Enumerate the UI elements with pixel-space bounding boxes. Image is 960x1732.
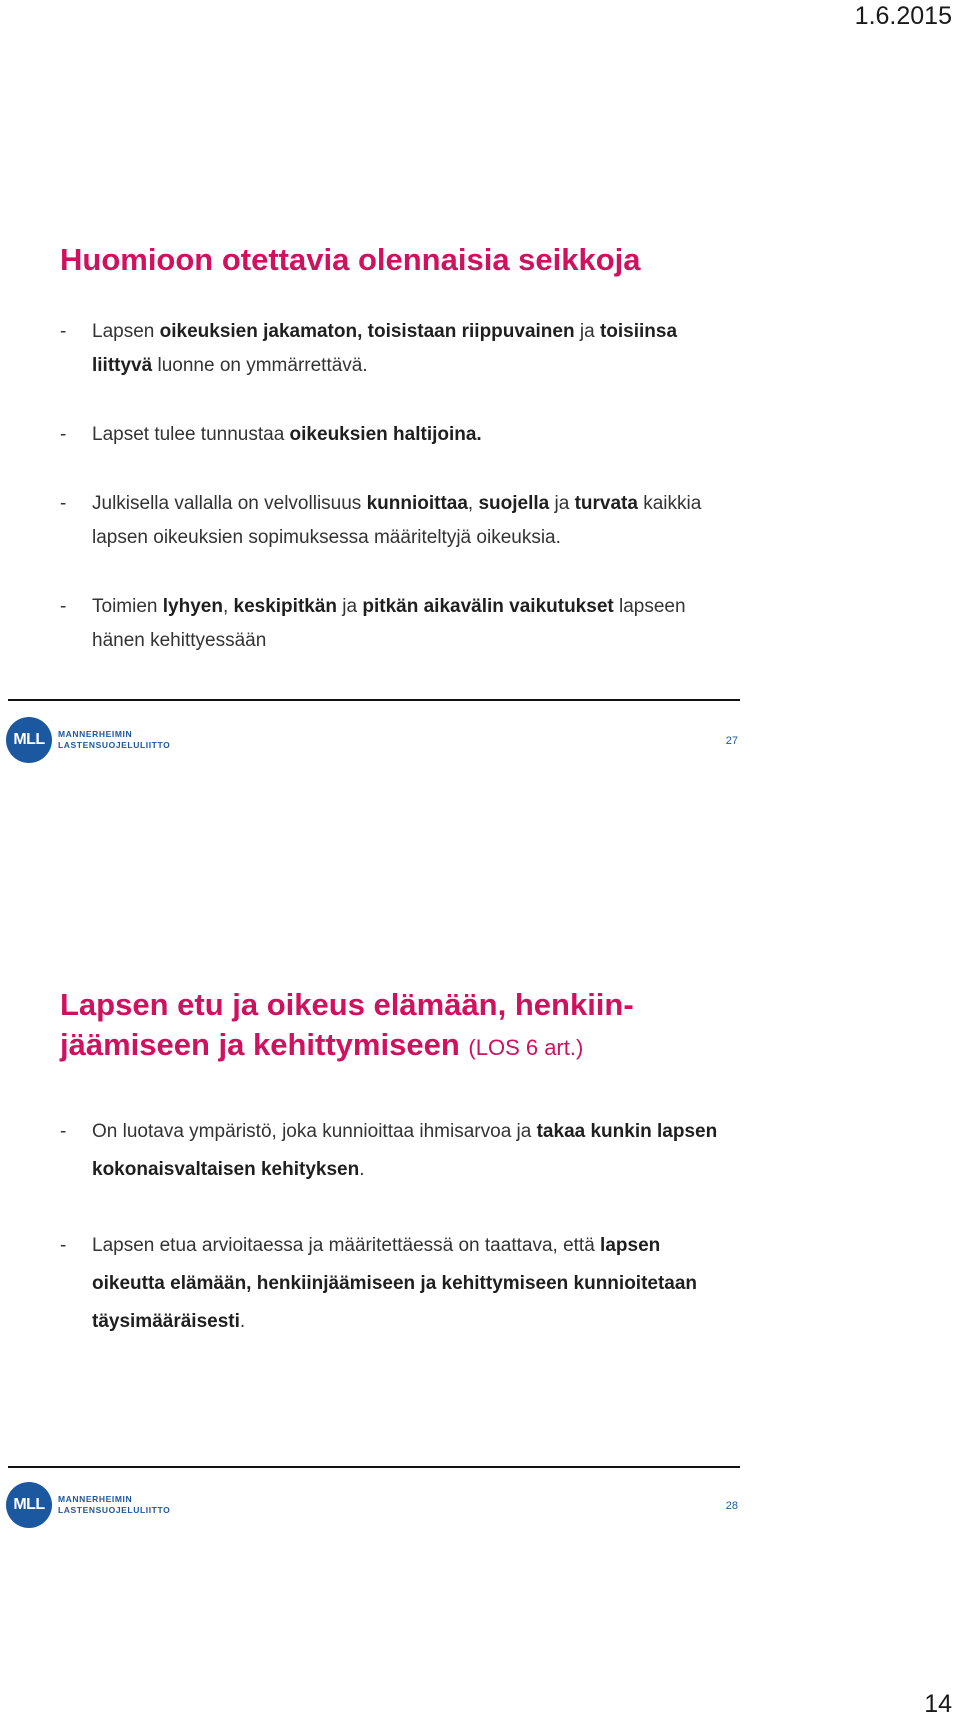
- bold-phrase: oikeuksien haltijoina.: [289, 424, 482, 445]
- logo-text-line2: LASTENSUOJELULIITTO: [58, 740, 171, 750]
- text-run: ja: [574, 321, 600, 342]
- bold-phrase: kunnioittaa: [366, 493, 468, 514]
- bold-phrase: lyhyen: [162, 596, 223, 617]
- text-run: ,: [222, 596, 234, 617]
- slide-title: Huomioon otettavia olennaisia seikkoja: [60, 242, 641, 277]
- text-run: luonne on ymmärrettävä.: [152, 355, 368, 376]
- bullet-text: [92, 596, 686, 651]
- slide-number: 27: [725, 735, 738, 747]
- bullet-text: [92, 1121, 717, 1180]
- text-run: Lapsen etua arvioitaessa ja määritettäessä on taattava, että: [92, 1235, 601, 1256]
- slide-title-text: Lapsen etu ja oikeus elämään, henkiin-jäämiseen ja kehittymiseen: [60, 987, 634, 1062]
- bullet-text: [92, 1235, 697, 1332]
- text-run: Toimien: [92, 596, 163, 617]
- bullet-list: [60, 1113, 720, 1379]
- bullet-text: [92, 321, 677, 376]
- bold-phrase: keskipitkän: [233, 596, 338, 617]
- mll-logo-mark: MLL: [6, 1482, 52, 1528]
- text-run: ,: [467, 493, 479, 514]
- bullet-item: [60, 590, 720, 658]
- text-run: Julkisella vallalla on velvollisuus: [92, 493, 367, 514]
- text-run: On luotava ympäristö, joka kunnioittaa ihmisarvoa ja: [92, 1121, 537, 1142]
- text-run: .: [359, 1159, 365, 1180]
- bullet-dash: -: [60, 596, 67, 617]
- bullet-dash: -: [60, 424, 67, 445]
- mll-logo: [6, 1480, 171, 1530]
- page-number: 14: [924, 1690, 952, 1718]
- slide-title-reference: (LOS 6 art.): [468, 1035, 584, 1060]
- mll-logo: [6, 715, 171, 765]
- bullet-dash: -: [60, 493, 67, 514]
- logo-text-line1: MANNERHEIMIN: [58, 1494, 133, 1504]
- bullet-item: [60, 487, 720, 555]
- bullet-text: [92, 493, 701, 548]
- slide-title: [60, 985, 720, 1068]
- text-run: .: [239, 1311, 246, 1332]
- header-date: 1.6.2015: [854, 2, 952, 30]
- bold-phrase: turvata: [574, 493, 638, 514]
- logo-text-line1: MANNERHEIMIN: [58, 729, 133, 739]
- bold-phrase: takaa kunkin lapsen kokonaisvaltaisen kehityksen: [92, 1121, 718, 1180]
- text-run: kaikkia lapsen oikeuksien sopimuksessa määriteltyjä oikeuksia.: [92, 493, 702, 548]
- bullet-dash: -: [60, 321, 67, 342]
- bullet-dash: -: [60, 1121, 67, 1142]
- text-run: lapseen hänen kehittyessään: [92, 596, 686, 651]
- text-run: Lapset tulee tunnustaa: [92, 424, 290, 445]
- bullet-text: [92, 424, 482, 445]
- text-run: Lapsen: [92, 321, 160, 342]
- bold-phrase: suojella: [478, 493, 550, 514]
- bullet-item: [60, 315, 720, 383]
- slide-divider: [8, 699, 740, 701]
- bold-phrase: lapsen oikeutta elämään, henkiinjäämiseen ja kehittymiseen kunnioitetaan täysimääräisesti: [92, 1235, 698, 1332]
- text-run: ja: [549, 493, 575, 514]
- mll-logo-mark: MLL: [6, 717, 52, 763]
- slide-divider: [8, 1466, 740, 1468]
- bold-phrase: oikeuksien jakamaton, toisistaan riippuvainen: [159, 321, 575, 342]
- text-run: ja: [337, 596, 363, 617]
- logo-text-line2: LASTENSUOJELULIITTO: [58, 1505, 171, 1515]
- bullet-item: [60, 418, 720, 452]
- bold-phrase: toisiinsa liittyvä: [92, 321, 678, 376]
- bold-phrase: pitkän aikavälin vaikutukset: [362, 596, 614, 617]
- bullet-list: [60, 315, 720, 693]
- bullet-item: [60, 1227, 720, 1341]
- slide-number: 28: [725, 1500, 738, 1512]
- bullet-item: [60, 1113, 720, 1189]
- bullet-dash: -: [60, 1235, 67, 1256]
